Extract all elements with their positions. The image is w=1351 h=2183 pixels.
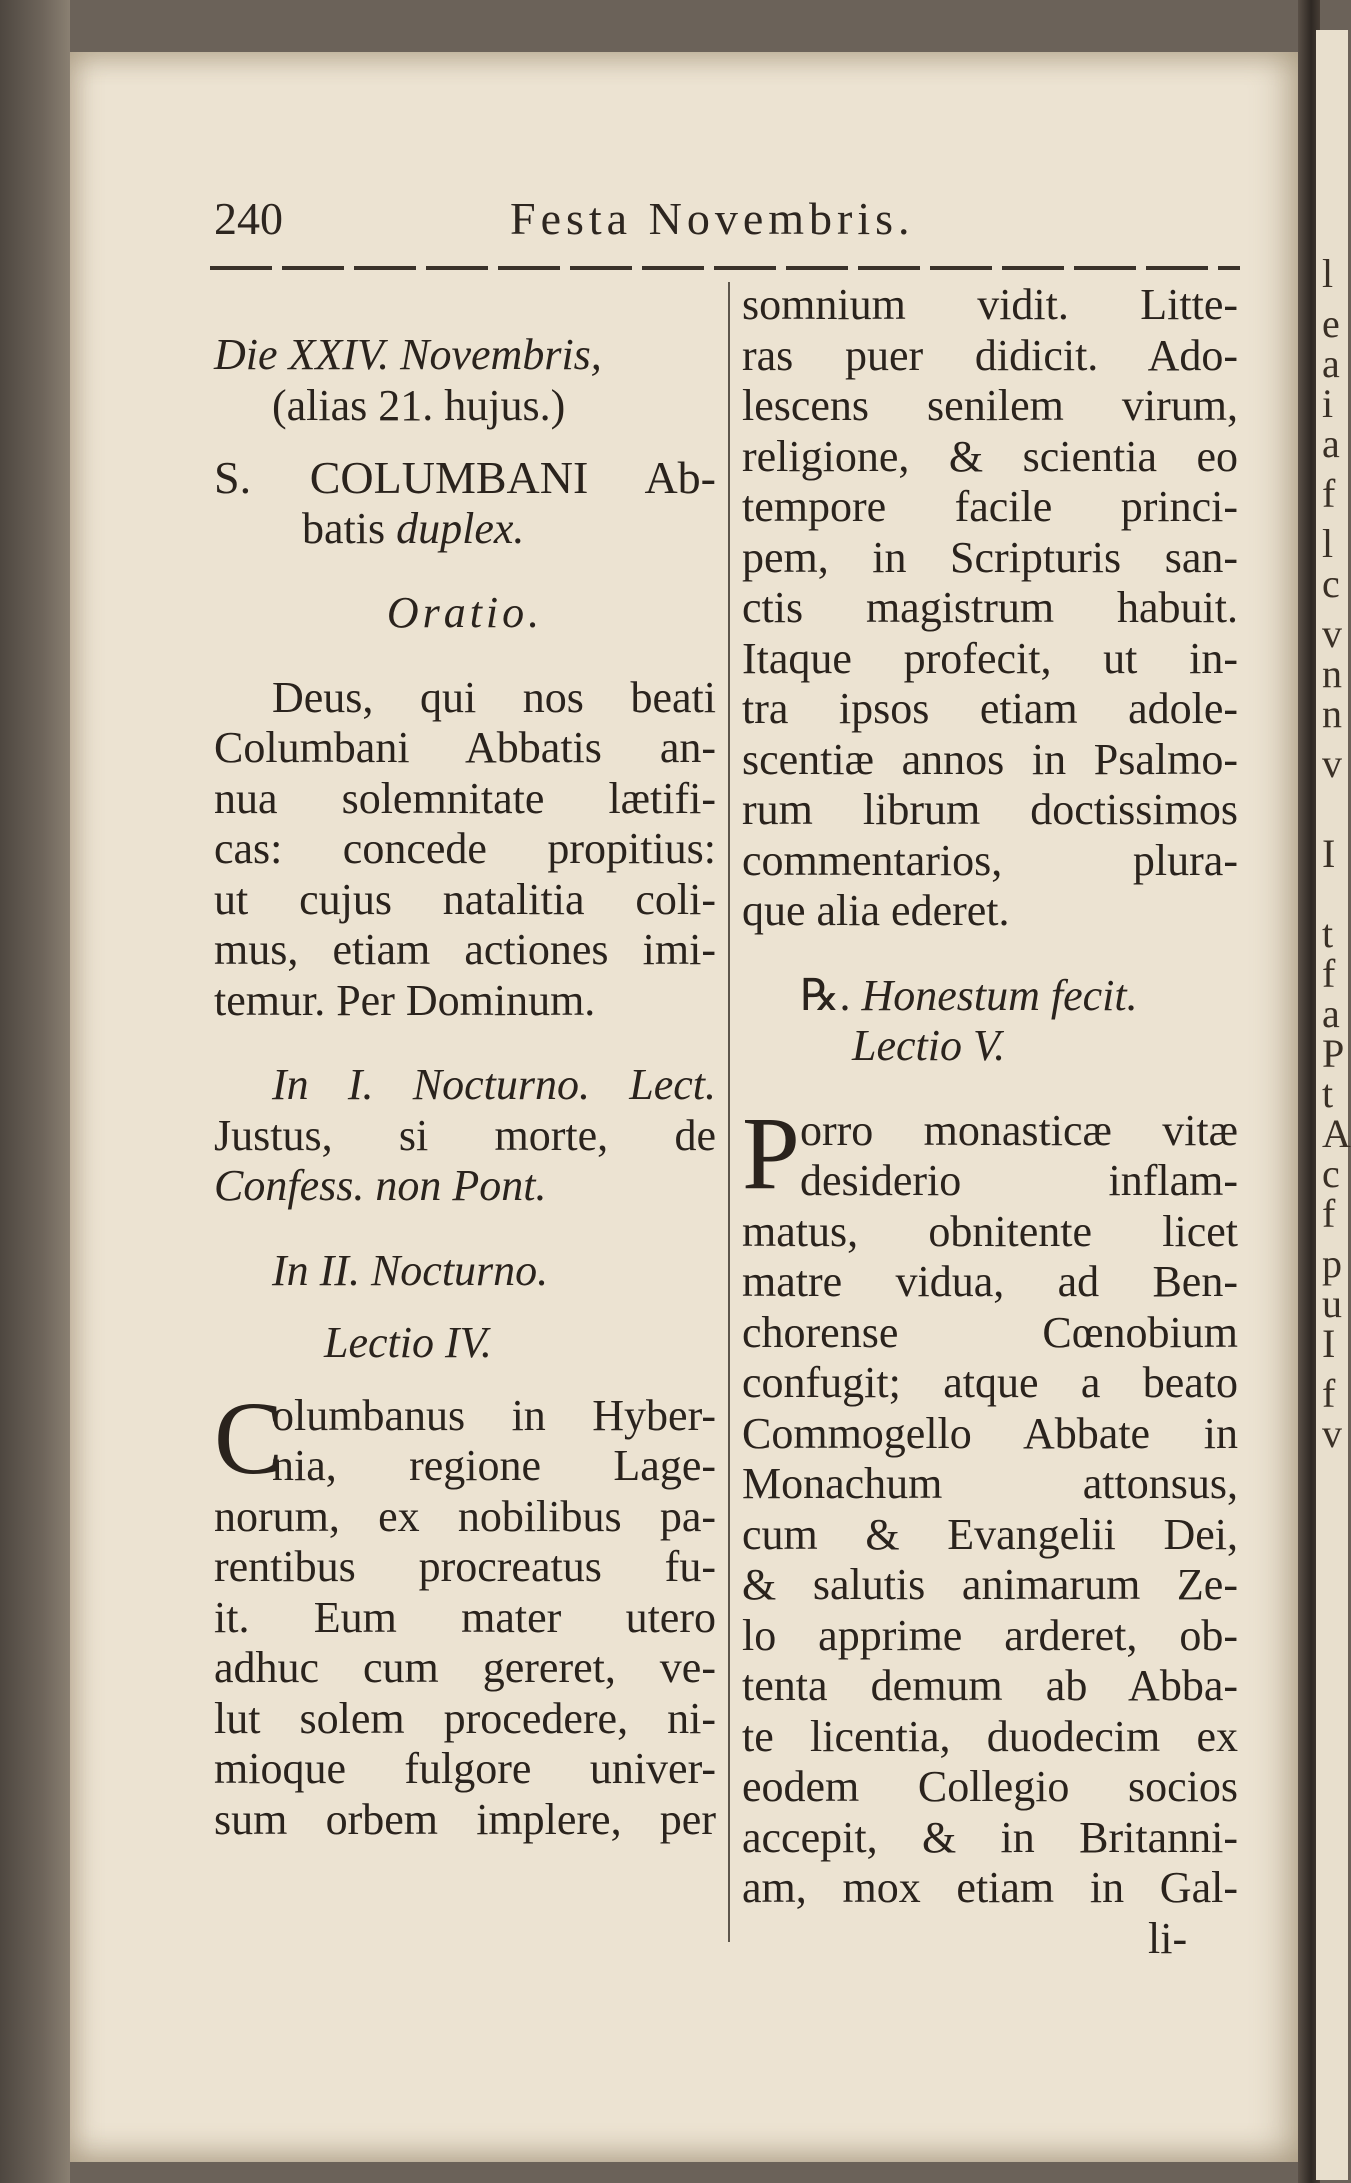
saint-title: S. COLUMBANI Ab- (214, 452, 716, 503)
next-page-fragment: A (1322, 1111, 1351, 1156)
text-line: religione, & scientia eo (742, 431, 1238, 481)
next-page-fragment: n (1322, 691, 1342, 736)
responsory-symbol: ℞. (800, 970, 851, 1020)
text-line: ras puer didicit. Ado- (742, 330, 1238, 380)
nocturn-1-heading: In I. Nocturno. Lect. (272, 1060, 716, 1109)
next-page-fragment: I (1322, 831, 1336, 876)
lectio-5-dropcap: P (742, 1095, 800, 1211)
text-line: pem, in Scripturis san- (742, 532, 1238, 582)
lectio-4-line: nia, regione Lage- (272, 1441, 716, 1490)
lectio-4-line: rentibus procreatus fu- (214, 1542, 716, 1591)
lectio-5-line: matus, obnitente licet (742, 1206, 1238, 1256)
lectio-5-heading: Lectio V. (852, 1021, 1006, 1070)
nocturn-1-line: Justus, si morte, de (214, 1110, 716, 1160)
book-left-edge (0, 0, 70, 2183)
text-line: lescens senilem virum, (742, 381, 1238, 430)
next-page-fragment: u (1322, 1281, 1342, 1326)
header-rule (210, 266, 1240, 270)
next-page-fragment: p (1322, 1241, 1342, 1286)
lectio-4-dropcap: C (214, 1380, 284, 1496)
page-number: 240 (214, 193, 283, 244)
running-title: Festa Novembris. (510, 193, 915, 244)
next-page-fragment: t (1322, 1071, 1334, 1116)
next-page-fragment: f (1322, 951, 1336, 996)
lectio-5-line: am, mox etiam in Gal- (742, 1863, 1238, 1912)
next-page-fragment: a (1322, 421, 1340, 466)
lectio-4-line: adhuc cum gereret, ve- (214, 1643, 716, 1692)
responsory-text: Honestum fecit. (861, 970, 1138, 1020)
next-page-fragment: I (1322, 1321, 1336, 1366)
lectio-4-line: lut solem procedere, ni- (214, 1693, 716, 1743)
next-page-fragment: c (1322, 561, 1340, 606)
lectio-5-line: Commogello Abbate in (742, 1408, 1238, 1458)
lectio-5-body (742, 1095, 1238, 1914)
lectio-5-line: orro monasticæ vitæ (800, 1105, 1238, 1155)
feast-date-heading: Die XXIV. Novembris, (214, 330, 602, 379)
lectio-5-line: lo apprime arderet, ob- (742, 1610, 1238, 1660)
column-divider (728, 282, 730, 1942)
oratio-line: nua solemnitate lætifi- (214, 773, 716, 823)
feast-date-alias: (alias 21. hujus.) (272, 380, 566, 430)
next-page-fragment: a (1322, 341, 1340, 386)
next-page-fragment: e (1322, 301, 1340, 346)
lectio-5-line: eodem Collegio socios (742, 1762, 1238, 1811)
next-page-fragment: v (1322, 1411, 1342, 1456)
nocturn-2-heading: In II. Nocturno. (272, 1245, 549, 1295)
right-column (742, 280, 1238, 1964)
next-page-fragment: P (1322, 1031, 1345, 1076)
lectio-5-line: & salutis animarum Ze- (742, 1560, 1238, 1609)
saint-rank-word: batis (302, 503, 397, 553)
next-page-fragment: l (1322, 251, 1334, 296)
text-line: somnium vidit. Litte- (742, 280, 1238, 329)
lectio-4-line: mioque fulgore univer- (214, 1744, 716, 1793)
oratio-line: ut cujus natalitia coli- (214, 874, 716, 924)
next-page-fragment: v (1322, 611, 1342, 656)
lectio-5-line: cum & Evangelii Dei, (742, 1509, 1238, 1559)
text-line: rum librum doctissimos (742, 785, 1238, 834)
lectio-5-line: confugit; atque a beato (742, 1358, 1238, 1407)
next-page-fragment: v (1322, 741, 1342, 786)
left-column (214, 330, 716, 1845)
oratio-line: mus, etiam actiones imi- (214, 925, 716, 974)
lectio-4-line: sum orbem implere, per (214, 1794, 716, 1844)
oratio-line: cas: concede propitius: (214, 824, 716, 873)
lectio-4-body (214, 1380, 716, 1846)
next-page-fragment: l (1322, 521, 1334, 566)
lectio-4-heading: Lectio IV. (324, 1318, 492, 1367)
next-page-fragment: f (1322, 471, 1336, 516)
text-line: que alia ederet. (742, 886, 1010, 935)
next-page-fragment: c (1322, 1151, 1340, 1196)
text-line: ctis magistrum habuit. (742, 583, 1238, 632)
next-page-fragment: f (1322, 1191, 1336, 1236)
nocturn-1-line: Confess. non Pont. (214, 1161, 547, 1210)
oratio-line: Deus, qui nos beati (272, 672, 716, 722)
catchword: li- (1148, 1913, 1188, 1963)
oratio-line: temur. Per Dominum. (214, 975, 596, 1025)
next-page-fragment: t (1322, 911, 1334, 956)
lectio-4-line: norum, ex nobilibus pa- (214, 1491, 716, 1541)
lectio-5-line: Monachum attonsus, (742, 1459, 1238, 1508)
lectio-5-line: accepit, & in Britanni- (742, 1812, 1238, 1862)
lectio-5-line: desiderio inflam- (800, 1156, 1238, 1205)
lectio-5-line: te licentia, duodecim ex (742, 1711, 1238, 1761)
text-line: Itaque profecit, ut in- (742, 633, 1238, 683)
lectio-4-line: it. Eum mater utero (214, 1592, 716, 1642)
next-page-fragment: a (1322, 991, 1340, 1036)
lectio-5-line: tenta demum ab Abba- (742, 1661, 1238, 1710)
text-line: scentiæ annos in Psalmo- (742, 734, 1238, 784)
saint-rank (214, 504, 716, 555)
text-line: tra ipsos etiam adole- (742, 684, 1238, 733)
next-page-fragment: f (1322, 1371, 1336, 1416)
saint-rank-office: duplex. (396, 503, 525, 553)
next-page-fragment: i (1322, 381, 1334, 426)
oratio-label: Oratio. (386, 588, 544, 637)
next-page-fragment: n (1322, 651, 1342, 696)
lectio-5-line: chorense Cœnobium (742, 1307, 1238, 1357)
responsory (742, 971, 1238, 1022)
text-line: commentarios, plura- (742, 835, 1238, 885)
lectio-5-line: matre vidua, ad Ben- (742, 1257, 1238, 1306)
oratio-line: Columbani Abbatis an- (214, 723, 716, 772)
text-line: tempore facile princi- (742, 482, 1238, 531)
lectio-4-line: olumbanus in Hyber- (272, 1390, 716, 1440)
